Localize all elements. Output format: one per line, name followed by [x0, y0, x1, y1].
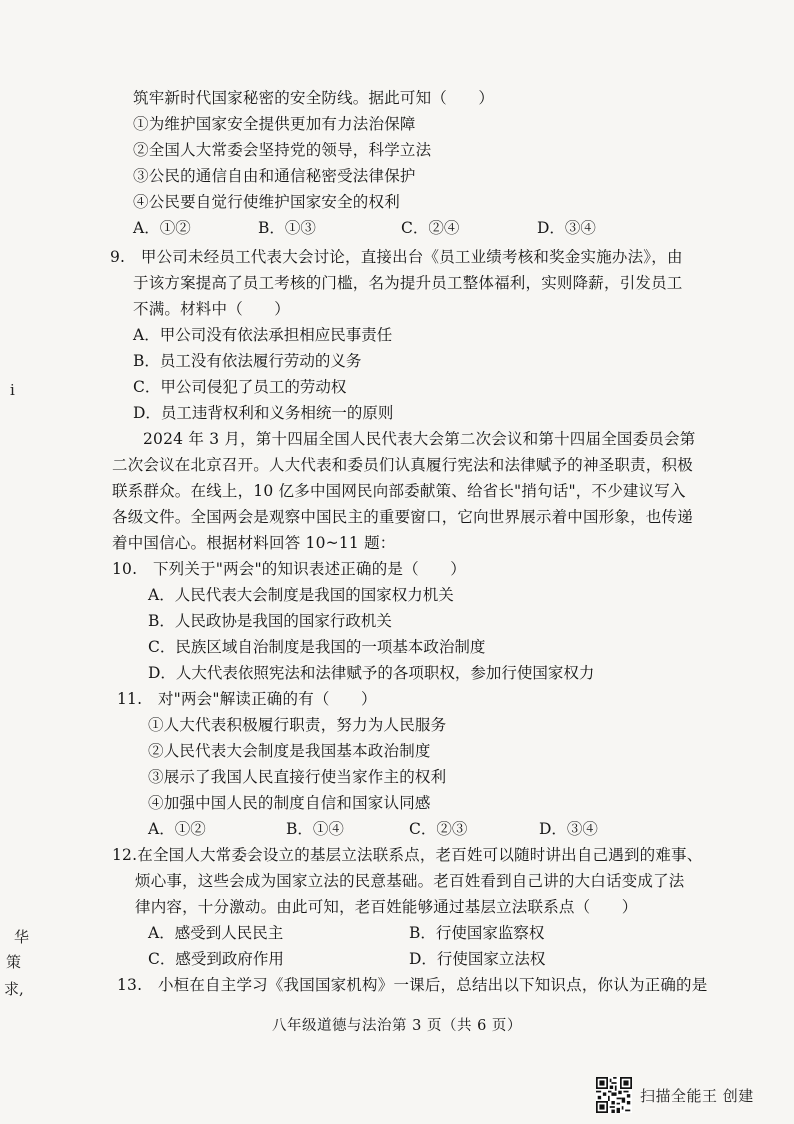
- material-line-5: 着中国信心。根据材料回答 10~11 题：: [112, 534, 396, 552]
- q11-item-2: ②人民代表大会制度是我国基本政治制度: [148, 742, 431, 760]
- q13-stem: 13. 小桓在自主学习《我国国家机构》一课后，总结出以下知识点，你认为正确的是: [117, 976, 708, 994]
- q10-option-c: C．民族区域自治制度是我国的一项基本政治制度: [148, 638, 486, 656]
- q8-item-3: ③公民的通信自由和通信秘密受法律保护: [133, 167, 416, 185]
- q12-option-b: B．行使国家监察权: [409, 924, 545, 942]
- q9-option-c: C．甲公司侵犯了员工的劳动权: [133, 378, 347, 396]
- margin-mark: 华: [14, 928, 30, 946]
- q12-option-c: C．感受到政府作用: [148, 950, 284, 968]
- q8-stem-end: 筑牢新时代国家秘密的安全防线。据此可知（ ）: [133, 89, 495, 107]
- q12-stem-line-1: 12.在全国人大常委会设立的基层立法联系点，老百姓可以随时讲出自己遇到的难事、: [112, 846, 703, 864]
- q11-stem: 11. 对"两会"解读正确的有（ ）: [117, 690, 377, 708]
- q8-option-b: B．①③: [258, 219, 316, 237]
- q12-option-a: A．感受到人民民主: [148, 924, 284, 942]
- q11-option-c: C．②③: [409, 820, 468, 838]
- q10-option-b: B．人民政协是我国的国家行政机关: [148, 612, 392, 630]
- q11-option-d: D．③④: [539, 820, 598, 838]
- q11-option-a: A．①②: [148, 820, 206, 838]
- q9-stem-line-1: 9. 甲公司未经员工代表大会讨论，直接出台《员工业绩考核和奖金实施办法》，由: [110, 248, 683, 266]
- q12-stem-line-2: 烦心事，这些会成为国家立法的民意基础。老百姓看到自己讲的大白话变成了法: [135, 872, 685, 890]
- q12-stem-line-3: 律内容，十分激动。由此可知，老百姓能够通过基层立法联系点（ ）: [135, 898, 638, 916]
- margin-mark: 策: [6, 953, 22, 971]
- watermark-text: 扫描全能王 创建: [640, 1086, 754, 1105]
- q9-option-d: D．员工违背权利和义务相统一的原则: [133, 404, 394, 422]
- q10-stem: 10. 下列关于"两会"的知识表述正确的是（ ）: [112, 560, 466, 578]
- material-line-3: 联系群众。在线上，10 亿多中国网民向部委献策、给省长"捎句话"，不少建议写入: [112, 482, 686, 500]
- material-line-1: 2024 年 3 月，第十四届全国人民代表大会第二次会议和第十四届全国委员会第: [143, 430, 696, 448]
- q12-option-d: D．行使国家立法权: [409, 950, 546, 968]
- q8-item-2: ②全国人大常委会坚持党的领导，科学立法: [133, 141, 432, 159]
- q8-item-4: ④公民要自觉行使维护国家安全的权利: [133, 193, 400, 211]
- scanner-watermark: [596, 1077, 754, 1113]
- q11-item-3: ③展示了我国人民直接行使当家作主的权利: [148, 768, 447, 786]
- q9-stem-line-3: 不满。材料中（ ）: [133, 300, 291, 318]
- margin-mark: 求,: [4, 980, 24, 998]
- q8-option-a: A．①②: [133, 219, 191, 237]
- q11-item-1: ①人大代表积极履行职责，努力为人民服务: [148, 716, 447, 734]
- q10-option-d: D．人大代表依照宪法和法律赋予的各项职权，参加行使国家权力: [148, 664, 595, 682]
- q8-option-c: C．②④: [401, 219, 460, 237]
- q10-option-a: A．人民代表大会制度是我国的国家权力机关: [148, 586, 454, 604]
- q11-option-b: B．①④: [286, 820, 344, 838]
- q8-item-1: ①为维护国家安全提供更加有力法治保障: [133, 115, 416, 133]
- material-line-4: 各级文件。全国两会是观察中国民主的重要窗口，它向世界展示着中国形象，也传递: [112, 508, 693, 526]
- q8-option-d: D．③④: [537, 219, 596, 237]
- q9-option-b: B．员工没有依法履行劳动的义务: [133, 352, 362, 370]
- material-line-2: 二次会议在北京召开。人大代表和委员们认真履行宪法和法律赋予的神圣职责，积极: [112, 456, 693, 474]
- margin-mark: i: [10, 381, 15, 399]
- page-footer: 八年级道德与法治第 3 页（共 6 页）: [272, 1018, 522, 1034]
- q9-stem-line-2: 于该方案提高了员工考核的门槛，名为提升员工整体福利，实则降薪，引发员工: [133, 274, 683, 292]
- qr-code-icon: [596, 1077, 632, 1113]
- q9-option-a: A．甲公司没有依法承担相应民事责任: [133, 326, 393, 344]
- q11-item-4: ④加强中国人民的制度自信和国家认同感: [148, 794, 431, 812]
